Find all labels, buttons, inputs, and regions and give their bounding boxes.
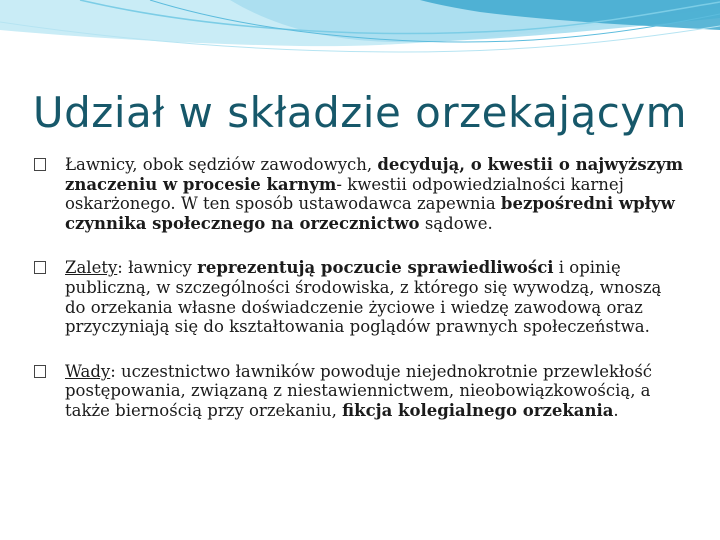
bullet-lead-wady: Wady xyxy=(65,361,111,381)
bullet-text: i opinię publiczną, w szczególności środowiska, z którego się wywodzą, wnoszą do orzekania własne doświadczenie życiowe i wiedzę zawodową oraz przyczyniają się do kształtowania poglądów prawnych społeczeństwa. xyxy=(65,258,662,337)
bullet-lead-zalety: Zalety xyxy=(65,258,118,278)
bullet-list xyxy=(34,155,686,421)
bullet-text: : uczestnictwo ławników powoduje niejednokrotnie przewlekłość postępowania, związaną z niestawiennictwem, nieobowiązkowością, a także biernością przy orzekaniu, xyxy=(65,361,653,420)
bullet-text: sądowe. xyxy=(419,213,493,233)
bullet-emphasis: fikcja kolegialnego orzekania xyxy=(342,400,614,420)
bullet-text: : ławnicy xyxy=(117,258,198,278)
bullet-text: Ławnicy, obok sędziów zawodowych, xyxy=(65,155,378,174)
bullet-text: - kwestii odpowiedzialności karnej oskarżonego. W ten sposób ustawodawca zapewnia xyxy=(65,174,624,214)
square-bullet-icon xyxy=(34,158,46,171)
slide-title: Udział w składzie orzekającym xyxy=(32,88,688,137)
bullet-item-lawnicy xyxy=(34,155,686,233)
bullet-item-zalety xyxy=(34,258,686,336)
bullet-emphasis: bezpośredni wpływ czynnika społecznego na orzecznictwo xyxy=(65,194,675,233)
bullet-text: . xyxy=(613,400,619,420)
square-bullet-icon xyxy=(34,261,46,274)
bullet-emphasis: reprezentują poczucie sprawiedliwości xyxy=(197,258,554,278)
square-bullet-icon xyxy=(34,365,46,378)
bullet-item-wady xyxy=(34,362,686,421)
bullet-emphasis: decydują, o kwestii o najwyższym znaczeniu w procesie karnym xyxy=(65,155,684,194)
decorative-wave-header xyxy=(0,0,720,90)
